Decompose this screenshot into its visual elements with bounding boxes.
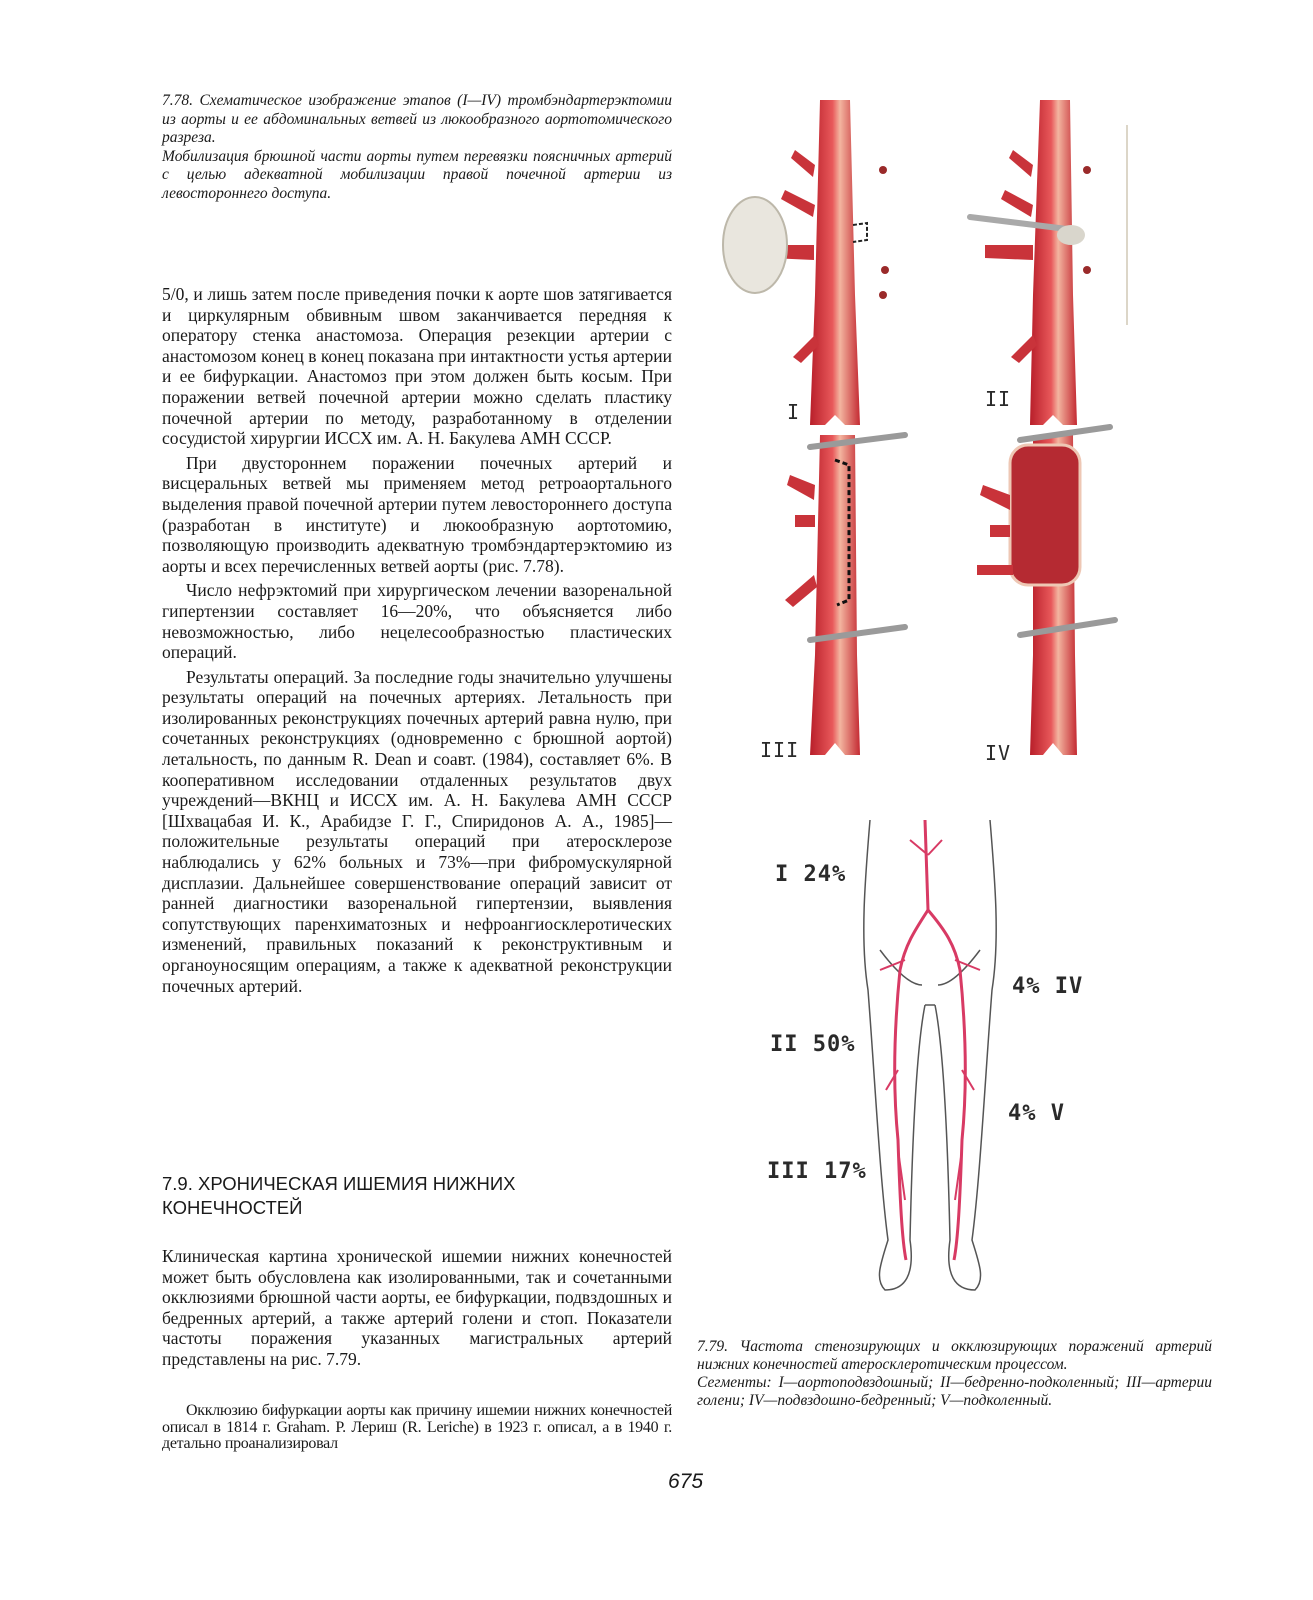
segment-label-ii: II 50% <box>770 1032 856 1057</box>
stage-label-i: I <box>787 400 801 424</box>
stage-label-ii: II <box>985 387 1012 411</box>
stage-ii-drawing <box>970 100 1127 425</box>
paragraph: Клиническая картина хронической ишемии нижних конечностей может быть обусловлена как изолированными, так и сочетанными окклюзиями брюшной части аорты, ее бифуркации, подвздошных и бедренных артерий, а также артерий голени и стоп. Показатели частоты поражения указанных магистральных артерий представлены на рис. 7.79. <box>162 1246 672 1369</box>
segment-label-iii: III 17% <box>767 1159 867 1184</box>
kidney-shape <box>723 197 787 293</box>
paragraph: Окклюзию бифуркации аорты как причину ишемии нижних конечностей описал в 1814 г. Graham. P. Лериш (R. Leriche) в 1923 г. описал, а в 1940 г. детально проанализировал <box>162 1402 672 1452</box>
caption-779-segments: Сегменты: I—аортоподвздошный; II—бедренно-подколенный; III—артерии голени; IV—подвздошно-бедренный; V—подколенный. <box>697 1374 1212 1409</box>
figure-7-78-illustration <box>715 95 1175 785</box>
artery-tree <box>880 820 980 1260</box>
figure-7-79-illustration <box>850 820 1010 1300</box>
stage-iv-drawing <box>977 427 1115 755</box>
legs-outline <box>864 820 996 1290</box>
figure-7-78-caption <box>162 92 672 203</box>
body-text-block-1 <box>162 284 672 1000</box>
segment-label-i: I 24% <box>775 862 847 887</box>
stage-label-iii: III <box>760 738 800 762</box>
heading-line: КОНЕЧНОСТЕЙ <box>162 1197 303 1218</box>
figure-7-79-caption <box>697 1338 1212 1410</box>
section-heading <box>162 1172 682 1220</box>
paragraph: Число нефрэктомий при хирургическом лечении вазоренальной гипертензии составляет 16—20%, что объясняется либо невозможностью, либо нецелесообразностью пластических операций. <box>162 580 672 663</box>
paragraph: При двустороннем поражении почечных артерий и висцеральных ветвей мы применяем метод ретроаортального выделения правой почечной артерии путем левостороннего доступа (разработан в институте) и люкообразную аортотомию, позволяющую производить адекватную тромбэндартерэктомию из аорты и всех перечисленных ветвей аорты (рис. 7.78). <box>162 452 672 576</box>
stage-i-drawing <box>723 100 889 425</box>
stage-label-iv: IV <box>985 741 1012 765</box>
page-number: 675 <box>668 1470 704 1493</box>
paragraph: Результаты операций. За последние годы значительно улучшены результаты операций на почечных артериях. Летальность при изолированных реконструкциях почечных артерий равна нулю, при сочетанных реконструкциях (одновременно с брюшной аортой) летальность, по данным R. Dean и соавт. (1984), составляет 6%. В кооперативном исследовании отдаленных результатов двух учреждений—ВКНЦ и ИССХ им. А. Н. Бакулева АМН СССР [Шхвацабая И. К., Арабидзе Г. Г., Спиридонов А. А., 1985]—положительные результаты операций при атеросклерозе наблюдались у 62% больных и 73%—при фибромускулярной дисплазии. Дальнейшее совершенствование операций зависит от ранней диагностики вазоренальной гипертензии, выявления сопутствующих паренхиматозных и нефроангиосклеротических изменений, правильных показаний к реконструктивным и органоуносящим операциям, а также к адекватной реконструкции почечных артерий. <box>162 666 672 996</box>
body-text-block-2 <box>162 1246 672 1374</box>
stage-iii-drawing <box>785 435 905 755</box>
caption-778-subtitle: Мобилизация брюшной части аорты путем перевязки поясничных артерий с целью адекватной мобилизации правой почечной артерии из левостороннего доступа. <box>162 147 672 202</box>
segment-label-iv: 4% IV <box>1012 974 1084 999</box>
caption-778-title: 7.78. Схематическое изображение этапов (I—IV) тромбэндартерэктомии из аорты и ее абдоминальных ветвей из люкообразного аортотомического разреза. <box>162 92 672 146</box>
caption-779-title: 7.79. Частота стенозирующих и окклюзирующих поражений артерий нижних конечностей атеросклеротическим процессом. <box>697 1338 1212 1373</box>
heading-line: 7.9. ХРОНИЧЕСКАЯ ИШЕМИЯ НИЖНИХ <box>162 1173 516 1194</box>
paragraph: 5/0, и лишь затем после приведения почки к аорте шов затягивается и циркулярным обвивным швом заканчивается передняя к оператору стенка анастомоза. Операция резекции артерии с анастомозом конец в конец показана при интактности устья артерии и ее бифуркации. Анастомоз при этом должен быть косым. При поражении ветвей почечной артерии можно сделать пластику почечной артерии по методу, разработанному в отделении сосудистой хирургии ИССХ им. А. Н. Бакулева АМН СССР. <box>162 284 673 449</box>
segment-label-v: 4% V <box>1008 1101 1065 1126</box>
body-text-block-3 <box>162 1403 672 1457</box>
